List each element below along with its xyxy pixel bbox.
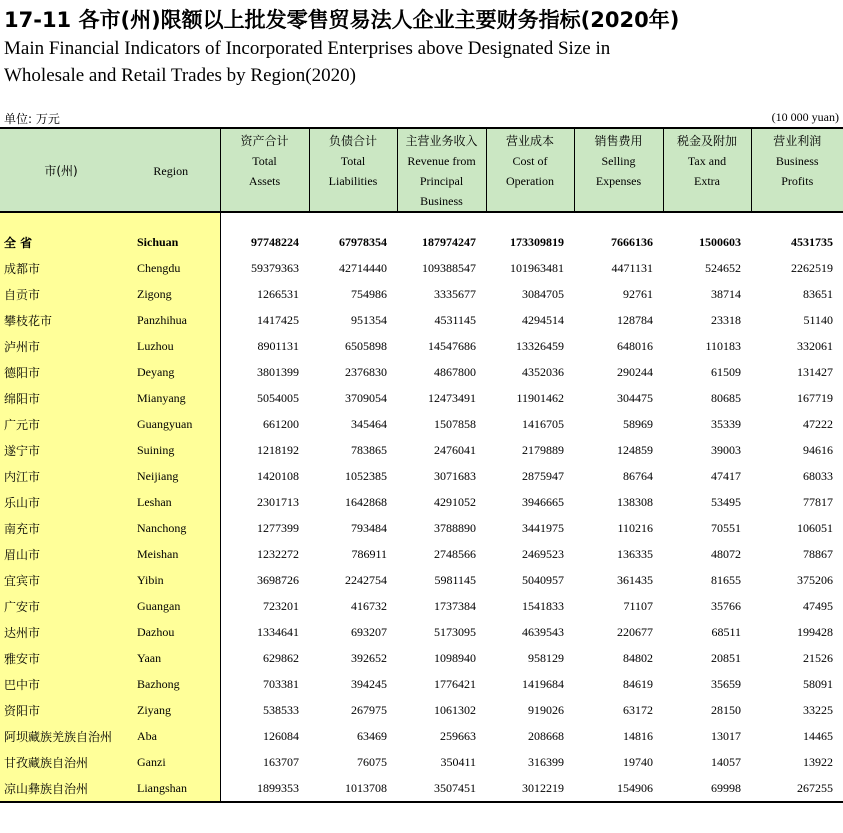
total-assets-cell: 1899353 [220, 775, 309, 802]
cost-of-operation-cell: 919026 [528, 702, 564, 717]
table-row-total [0, 229, 843, 255]
table-row [0, 593, 843, 619]
table-title-english-line2: Wholesale and Retail Trades by Region(2020) [4, 65, 356, 86]
tax-and-extra-cell: 39003 [711, 442, 741, 457]
cost-of-operation-cell: 13326459 [516, 338, 564, 353]
cost-of-operation-cell: 3012219 [486, 775, 574, 802]
business-profits-cell: 21526 [803, 650, 833, 665]
tax-and-extra-cell: 70551 [711, 520, 741, 535]
table-row [0, 775, 843, 802]
region-name-en: Guangan [122, 593, 220, 619]
region-name-en: Meishan [122, 541, 220, 567]
tax-and-extra-cell: 81655 [711, 572, 741, 587]
cost-of-operation-cell: 173309819 [510, 234, 564, 249]
total-liabilities-cell: 76075 [357, 754, 387, 769]
region-name-en: Nanchong [122, 515, 220, 541]
region-name-cn: 雅安市 [0, 645, 122, 671]
revenue-cell: 12473491 [428, 390, 476, 405]
header-revenue [397, 128, 486, 212]
selling-expenses-cell: 58969 [623, 416, 653, 431]
total-liabilities-cell: 693207 [351, 624, 387, 639]
table-title-chinese: 17-11 各市(州)限额以上批发零售贸易法人企业主要财务指标(2020年) [4, 8, 680, 32]
region-name-en: Ziyang [122, 697, 220, 723]
tax-and-extra-cell: 110183 [705, 338, 741, 353]
business-profits-cell: 68033 [803, 468, 833, 483]
business-profits-cell: 94616 [803, 442, 833, 457]
cost-of-operation-cell: 4639543 [522, 624, 564, 639]
business-profits-cell: 13922 [803, 754, 833, 769]
revenue-cell: 3788890 [434, 520, 476, 535]
header-cost-cn: 营业成本 [505, 134, 554, 148]
revenue-cell: 14547686 [428, 338, 476, 353]
table-row [0, 463, 843, 489]
header-profits-en: Business Profits [775, 154, 819, 188]
total-liabilities-cell: 783865 [351, 442, 387, 457]
header-total-liabilities-cn: 负债合计 [328, 134, 377, 148]
cost-of-operation-cell: 3441975 [522, 520, 564, 535]
region-name-cn: 攀枝花市 [0, 307, 122, 333]
region-name-en: Guangyuan [122, 411, 220, 437]
region-name-cn: 达州市 [0, 619, 122, 645]
table-header-row [0, 128, 843, 212]
header-profits-cn: 营业利润 [773, 134, 822, 148]
selling-expenses-cell: 138308 [617, 494, 653, 509]
region-name-cn: 泸州市 [0, 333, 122, 359]
business-profits-cell: 375206 [797, 572, 833, 587]
unit-label-chinese: 单位: 万元 [4, 112, 60, 126]
selling-expenses-cell: 84619 [623, 676, 653, 691]
header-region-cn [0, 128, 122, 212]
header-selling-en: Selling Expenses [595, 154, 642, 188]
revenue-cell: 1737384 [434, 598, 476, 613]
selling-expenses-cell: 4471131 [611, 260, 653, 275]
region-name-en: Neijiang [122, 463, 220, 489]
total-liabilities-cell: 1052385 [345, 468, 387, 483]
spacer-cell [122, 212, 220, 229]
region-name-cn: 宜宾市 [0, 567, 122, 593]
business-profits-cell: 131427 [797, 364, 833, 379]
header-region-en [122, 128, 220, 212]
header-total-liabilities-en: Total Liabilities [328, 154, 378, 188]
region-name-en: Luzhou [122, 333, 220, 359]
revenue-cell: 1776421 [434, 676, 476, 691]
header-tax-and-extra [663, 128, 751, 212]
business-profits-cell: 332061 [797, 338, 833, 353]
header-total-assets-en: Total Assets [248, 154, 281, 188]
header-selling-cn: 销售费用 [594, 134, 643, 148]
business-profits-cell: 106051 [797, 520, 833, 535]
total-assets-cell: 3698726 [257, 572, 299, 587]
total-assets-cell: 8901131 [257, 338, 299, 353]
table-row [0, 411, 843, 437]
region-name-en: Sichuan [122, 229, 220, 255]
cost-of-operation-cell: 5040957 [522, 572, 564, 587]
selling-expenses-cell: 290244 [617, 364, 653, 379]
revenue-cell: 1098940 [434, 650, 476, 665]
total-liabilities-cell: 394245 [351, 676, 387, 691]
tax-and-extra-cell: 69998 [663, 775, 751, 802]
tax-and-extra-cell: 20851 [711, 650, 741, 665]
total-assets-cell: 1334641 [257, 624, 299, 639]
selling-expenses-cell: 84802 [623, 650, 653, 665]
table-body [0, 212, 843, 802]
total-assets-cell: 126084 [263, 728, 299, 743]
table-row [0, 255, 843, 281]
revenue-cell: 2476041 [434, 442, 476, 457]
table-row [0, 489, 843, 515]
region-name-en: Suining [122, 437, 220, 463]
selling-expenses-cell: 124859 [617, 442, 653, 457]
tax-and-extra-cell: 14057 [711, 754, 741, 769]
business-profits-cell: 83651 [803, 286, 833, 301]
revenue-cell: 5173095 [434, 624, 476, 639]
total-assets-cell: 59379363 [251, 260, 299, 275]
business-profits-cell: 47222 [803, 416, 833, 431]
tax-and-extra-cell: 47417 [711, 468, 741, 483]
cost-of-operation-cell: 2179889 [522, 442, 564, 457]
total-assets-cell: 97748224 [251, 234, 299, 249]
tax-and-extra-cell: 28150 [711, 702, 741, 717]
unit-label-english: (10 000 yuan) [771, 110, 839, 124]
business-profits-cell: 4531735 [791, 234, 833, 249]
total-liabilities-cell: 786911 [351, 546, 387, 561]
business-profits-cell: 267255 [751, 775, 843, 802]
tax-and-extra-cell: 524652 [705, 260, 741, 275]
total-assets-cell: 629862 [263, 650, 299, 665]
table-row [0, 723, 843, 749]
header-tax-cn: 税金及附加 [676, 134, 737, 148]
total-liabilities-cell: 42714440 [339, 260, 387, 275]
table-row [0, 333, 843, 359]
selling-expenses-cell: 136335 [617, 546, 653, 561]
cost-of-operation-cell: 1419684 [522, 676, 564, 691]
region-name-cn: 全 省 [0, 229, 122, 255]
revenue-cell: 1061302 [434, 702, 476, 717]
region-name-en: Bazhong [122, 671, 220, 697]
selling-expenses-cell: 19740 [623, 754, 653, 769]
tax-and-extra-cell: 48072 [711, 546, 741, 561]
selling-expenses-cell: 63172 [623, 702, 653, 717]
selling-expenses-cell: 71107 [623, 598, 653, 613]
region-name-cn: 资阳市 [0, 697, 122, 723]
header-revenue-en: Revenue from Principal Business [407, 154, 476, 208]
cost-of-operation-cell: 4352036 [522, 364, 564, 379]
total-liabilities-cell: 63469 [357, 728, 387, 743]
cost-of-operation-cell: 316399 [528, 754, 564, 769]
header-cost-en: Cost of Operation [506, 154, 554, 188]
region-name-cn: 内江市 [0, 463, 122, 489]
header-region-cn-label: 市(州) [44, 164, 78, 178]
tax-and-extra-cell: 80685 [711, 390, 741, 405]
header-business-profits [751, 128, 843, 212]
table-title-english [4, 35, 704, 89]
revenue-cell: 4291052 [434, 494, 476, 509]
table-row [0, 619, 843, 645]
header-total-liabilities [309, 128, 397, 212]
region-name-cn: 南充市 [0, 515, 122, 541]
total-liabilities-cell: 951354 [351, 312, 387, 327]
region-name-cn: 广安市 [0, 593, 122, 619]
total-assets-cell: 163707 [263, 754, 299, 769]
cost-of-operation-cell: 101963481 [510, 260, 564, 275]
header-cost-of-operation [486, 128, 574, 212]
total-liabilities-cell: 2242754 [345, 572, 387, 587]
spacer-cell [220, 212, 843, 229]
region-name-en: Leshan [122, 489, 220, 515]
table-row [0, 515, 843, 541]
region-name-en: Panzhihua [122, 307, 220, 333]
table-row [0, 567, 843, 593]
tax-and-extra-cell: 35339 [711, 416, 741, 431]
total-assets-cell: 723201 [263, 598, 299, 613]
total-assets-cell: 3801399 [257, 364, 299, 379]
region-name-en: Liangshan [122, 775, 220, 802]
tax-and-extra-cell: 35659 [711, 676, 741, 691]
total-liabilities-cell: 2376830 [345, 364, 387, 379]
revenue-cell: 1507858 [434, 416, 476, 431]
region-name-cn: 巴中市 [0, 671, 122, 697]
tax-and-extra-cell: 68511 [711, 624, 741, 639]
total-assets-cell: 1218192 [257, 442, 299, 457]
cost-of-operation-cell: 3946665 [522, 494, 564, 509]
table-row [0, 281, 843, 307]
cost-of-operation-cell: 2875947 [522, 468, 564, 483]
region-name-en: Dazhou [122, 619, 220, 645]
selling-expenses-cell: 220677 [617, 624, 653, 639]
revenue-cell: 4531145 [434, 312, 476, 327]
table-row [0, 749, 843, 775]
total-liabilities-cell: 793484 [351, 520, 387, 535]
cost-of-operation-cell: 2469523 [522, 546, 564, 561]
region-name-en: Chengdu [122, 255, 220, 281]
business-profits-cell: 47495 [803, 598, 833, 613]
business-profits-cell: 167719 [797, 390, 833, 405]
cost-of-operation-cell: 958129 [528, 650, 564, 665]
region-name-en: Deyang [122, 359, 220, 385]
revenue-cell: 2748566 [434, 546, 476, 561]
region-name-cn: 阿坝藏族羌族自治州 [0, 723, 122, 749]
region-name-cn: 广元市 [0, 411, 122, 437]
selling-expenses-cell: 154906 [574, 775, 663, 802]
total-assets-cell: 1417425 [257, 312, 299, 327]
cost-of-operation-cell: 4294514 [522, 312, 564, 327]
header-tax-en: Tax and Extra [687, 154, 727, 188]
business-profits-cell: 2262519 [791, 260, 833, 275]
selling-expenses-cell: 86764 [623, 468, 653, 483]
region-name-en: Mianyang [122, 385, 220, 411]
cost-of-operation-cell: 208668 [528, 728, 564, 743]
total-liabilities-cell: 1013708 [309, 775, 397, 802]
cost-of-operation-cell: 1416705 [522, 416, 564, 431]
total-assets-cell: 1420108 [257, 468, 299, 483]
header-revenue-cn: 主营业务收入 [405, 134, 478, 148]
tax-and-extra-cell: 61509 [711, 364, 741, 379]
total-assets-cell: 661200 [263, 416, 299, 431]
revenue-cell: 259663 [440, 728, 476, 743]
business-profits-cell: 14465 [803, 728, 833, 743]
business-profits-cell: 199428 [797, 624, 833, 639]
header-region-en-label: Region [153, 164, 189, 178]
region-name-en: Ganzi [122, 749, 220, 775]
selling-expenses-cell: 304475 [617, 390, 653, 405]
region-name-cn: 绵阳市 [0, 385, 122, 411]
selling-expenses-cell: 361435 [617, 572, 653, 587]
financial-indicators-table [0, 127, 843, 803]
total-assets-cell: 1277399 [257, 520, 299, 535]
region-name-cn: 遂宁市 [0, 437, 122, 463]
header-total-assets [220, 128, 309, 212]
table-row [0, 359, 843, 385]
total-liabilities-cell: 345464 [351, 416, 387, 431]
region-name-en: Aba [122, 723, 220, 749]
revenue-cell: 4867800 [434, 364, 476, 379]
total-liabilities-cell: 267975 [351, 702, 387, 717]
business-profits-cell: 78867 [803, 546, 833, 561]
total-liabilities-cell: 3709054 [345, 390, 387, 405]
spacer-row [0, 212, 843, 229]
total-assets-cell: 1266531 [257, 286, 299, 301]
region-name-cn: 成都市 [0, 255, 122, 281]
tax-and-extra-cell: 1500603 [699, 234, 741, 249]
total-assets-cell: 5054005 [257, 390, 299, 405]
total-liabilities-cell: 392652 [351, 650, 387, 665]
region-name-en: Zigong [122, 281, 220, 307]
total-assets-cell: 1232272 [257, 546, 299, 561]
selling-expenses-cell: 648016 [617, 338, 653, 353]
selling-expenses-cell: 14816 [623, 728, 653, 743]
table-row [0, 697, 843, 723]
table-row [0, 307, 843, 333]
tax-and-extra-cell: 23318 [711, 312, 741, 327]
cost-of-operation-cell: 3084705 [522, 286, 564, 301]
revenue-cell: 187974247 [422, 234, 476, 249]
table-row [0, 671, 843, 697]
region-name-cn: 乐山市 [0, 489, 122, 515]
region-name-cn: 德阳市 [0, 359, 122, 385]
header-selling-expenses [574, 128, 663, 212]
business-profits-cell: 58091 [803, 676, 833, 691]
region-name-cn: 自贡市 [0, 281, 122, 307]
table-title-english-line1: Main Financial Indicators of Incorporated Enterprises above Designated Size in [4, 38, 611, 59]
business-profits-cell: 51140 [803, 312, 833, 327]
table-row [0, 645, 843, 671]
revenue-cell: 350411 [440, 754, 476, 769]
table-row [0, 385, 843, 411]
selling-expenses-cell: 110216 [617, 520, 653, 535]
table-row [0, 541, 843, 567]
revenue-cell: 3507451 [397, 775, 486, 802]
revenue-cell: 109388547 [422, 260, 476, 275]
tax-and-extra-cell: 13017 [711, 728, 741, 743]
spacer-cell [0, 212, 122, 229]
revenue-cell: 3335677 [434, 286, 476, 301]
selling-expenses-cell: 128784 [617, 312, 653, 327]
business-profits-cell: 33225 [803, 702, 833, 717]
revenue-cell: 5981145 [434, 572, 476, 587]
tax-and-extra-cell: 53495 [711, 494, 741, 509]
cost-of-operation-cell: 1541833 [522, 598, 564, 613]
tax-and-extra-cell: 35766 [711, 598, 741, 613]
table-row [0, 437, 843, 463]
region-name-en: Yibin [122, 567, 220, 593]
region-name-cn: 眉山市 [0, 541, 122, 567]
total-liabilities-cell: 1642868 [345, 494, 387, 509]
revenue-cell: 3071683 [434, 468, 476, 483]
selling-expenses-cell: 92761 [623, 286, 653, 301]
total-assets-cell: 2301713 [257, 494, 299, 509]
total-liabilities-cell: 6505898 [345, 338, 387, 353]
total-liabilities-cell: 416732 [351, 598, 387, 613]
region-name-en: Yaan [122, 645, 220, 671]
business-profits-cell: 77817 [803, 494, 833, 509]
region-name-cn: 凉山彝族自治州 [0, 775, 122, 802]
total-liabilities-cell: 754986 [351, 286, 387, 301]
total-assets-cell: 703381 [263, 676, 299, 691]
total-assets-cell: 538533 [263, 702, 299, 717]
region-name-cn: 甘孜藏族自治州 [0, 749, 122, 775]
selling-expenses-cell: 7666136 [611, 234, 653, 249]
total-liabilities-cell: 67978354 [339, 234, 387, 249]
cost-of-operation-cell: 11901462 [516, 390, 564, 405]
header-total-assets-cn: 资产合计 [240, 134, 289, 148]
tax-and-extra-cell: 38714 [711, 286, 741, 301]
